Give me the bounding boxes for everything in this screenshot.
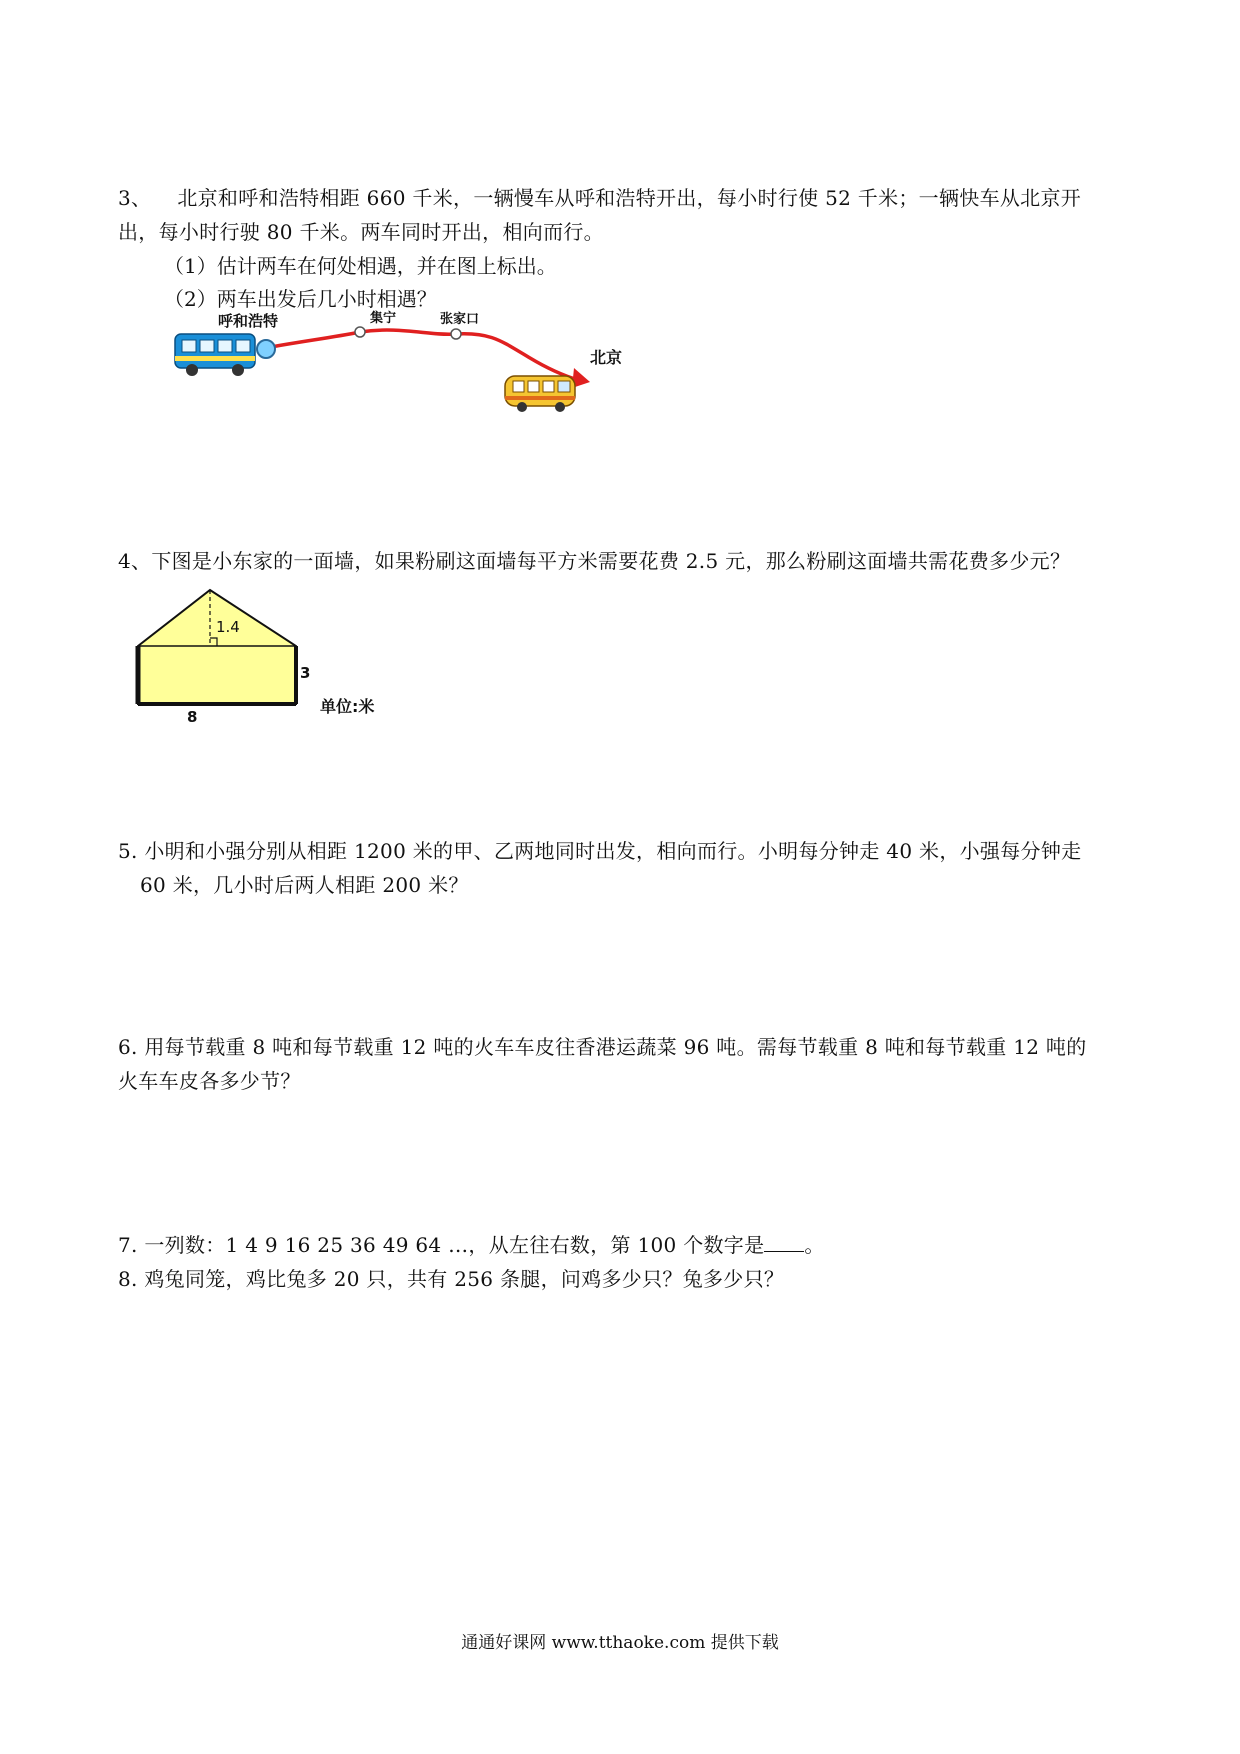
q5-line1: 5. 小明和小强分别从相距 1200 米的甲、乙两地同时出发，相向而行。小明每分钟走 40 米，小强每分钟走 xyxy=(118,839,1082,863)
q3-sub1: （1）估计两车在何处相遇，并在图上标出。 xyxy=(164,254,557,278)
city-mid2-label: 张家口 xyxy=(440,312,480,327)
base-label: 8 xyxy=(187,708,198,726)
city-end-label: 北京 xyxy=(590,348,623,367)
q8-text: 8. 鸡兔同笼，鸡比兔多 20 只，共有 256 条腿，问鸡多少只？兔多少只？ xyxy=(118,1267,785,1291)
q3-number: 3、 xyxy=(118,186,152,210)
wall-shape xyxy=(138,590,296,704)
q3-line1 xyxy=(118,183,1081,213)
q7-line xyxy=(118,1230,825,1260)
hohhot-station-icon xyxy=(257,340,275,358)
unit-label: 单位:米 xyxy=(320,697,375,716)
slow-bus-icon xyxy=(175,334,255,376)
footer-credit: 通通好课网 www.tthaoke.com 提供下载 xyxy=(461,1633,779,1653)
zhangjiakou-station-icon xyxy=(451,329,461,339)
q4-text: 4、下图是小东家的一面墙，如果粉刷这面墙每平方米需要花费 2.5 元，那么粉刷这面墙共需花费多少元？ xyxy=(118,549,1071,573)
q3-sub2: （2）两车出发后几小时相遇？ xyxy=(164,287,437,311)
q6-line2: 火车车皮各多少节？ xyxy=(118,1069,301,1093)
q7-text-end: 。 xyxy=(804,1233,825,1257)
city-mid1-label: 集宁 xyxy=(370,311,397,326)
q3-line2: 出，每小时行驶 80 千米。两车同时开出，相向而行。 xyxy=(118,220,604,244)
q7-text: 7. 一列数：1 4 9 16 25 36 49 64 …，从左往右数，第 100 个数字是 xyxy=(118,1233,765,1257)
q3-text-line1: 北京和呼和浩特相距 660 千米，一辆慢车从呼和浩特开出，每小时行使 52 千米；一辆快车从北京开 xyxy=(177,186,1082,210)
fast-bus-icon xyxy=(505,376,575,412)
q7-answer-blank[interactable] xyxy=(764,1231,804,1252)
city-start-label: 呼和浩特 xyxy=(218,312,279,330)
q3-route-map xyxy=(170,310,650,420)
side-label: 3 xyxy=(300,664,311,682)
height-label: 1.4 xyxy=(216,618,240,636)
q6-line1: 6. 用每节载重 8 吨和每节载重 12 吨的火车车皮往香港运蔬菜 96 吨。需每节载重 8 吨和每节载重 12 吨的 xyxy=(118,1035,1087,1059)
jining-station-icon xyxy=(355,327,365,337)
q5-line2: 60 米，几小时后两人相距 200 米？ xyxy=(140,873,469,897)
route-line xyxy=(265,330,578,380)
q4-wall-figure xyxy=(120,580,420,726)
